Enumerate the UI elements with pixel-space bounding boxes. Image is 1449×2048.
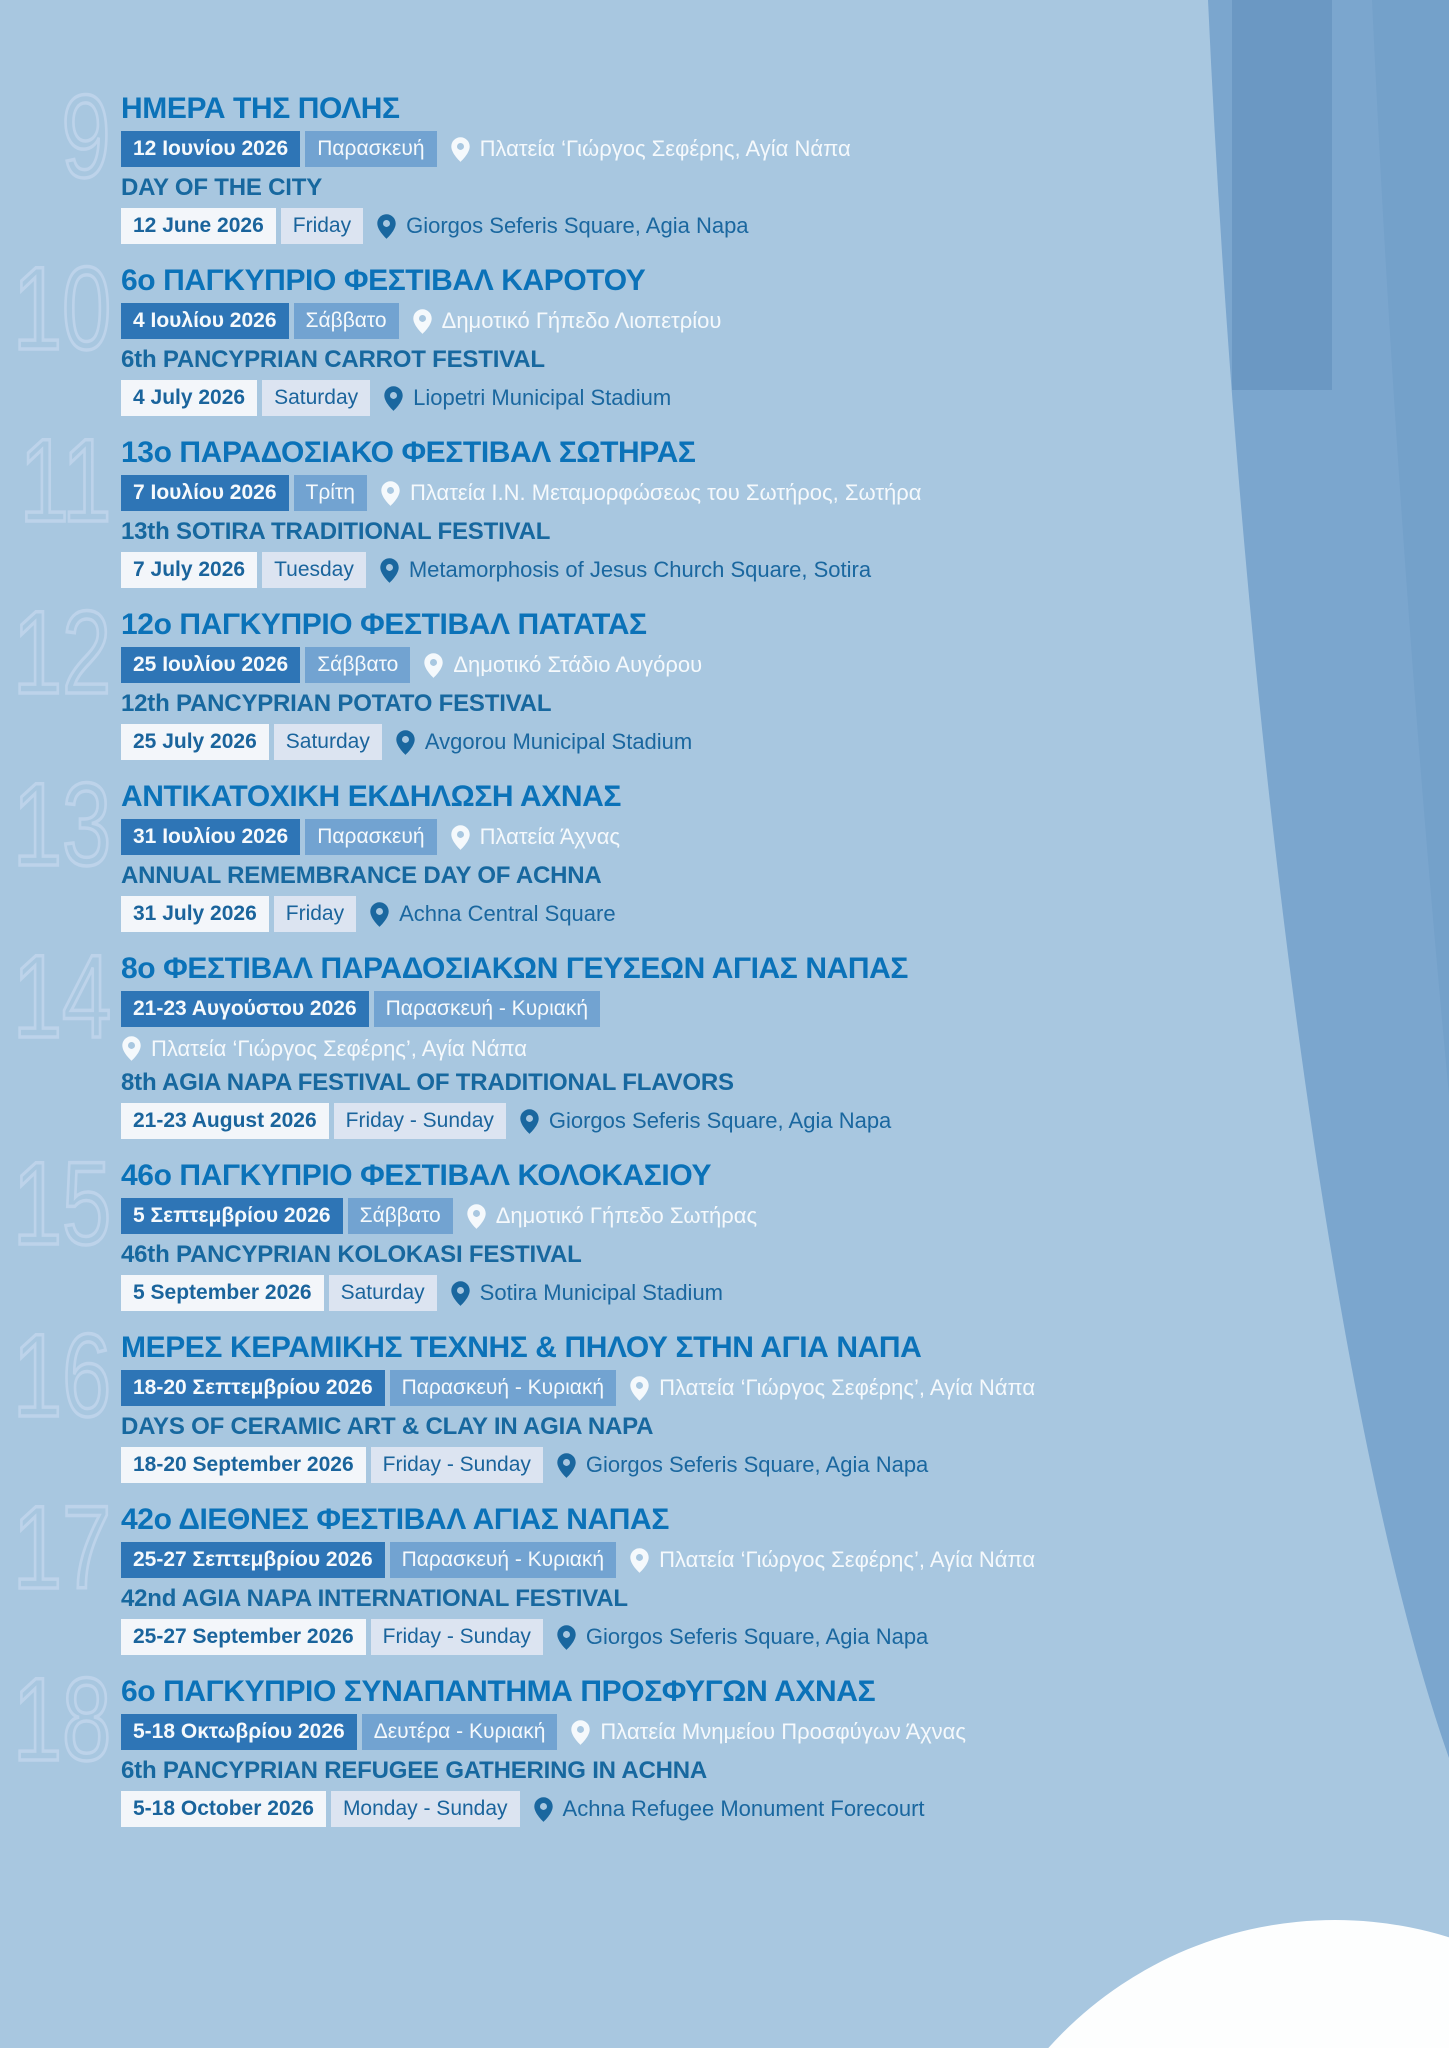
event-meta-english xyxy=(121,724,1201,760)
location-greek xyxy=(412,308,722,335)
event-item xyxy=(61,71,1201,244)
map-pin-icon xyxy=(423,652,444,679)
event-title-english: 6th PANCYPRIAN REFUGEE GATHERING IN ACHNA xyxy=(121,1757,708,1784)
event-meta-english xyxy=(121,1103,1201,1139)
event-title-english: DAY OF THE CITY xyxy=(121,174,323,201)
location-greek xyxy=(380,480,922,507)
event-meta-greek xyxy=(121,131,1201,167)
map-pin-icon xyxy=(380,480,401,507)
day-chip-greek: Παρασκευή - Κυριακή xyxy=(374,991,600,1027)
location-greek xyxy=(423,652,702,679)
day-chip-english: Friday xyxy=(274,896,356,932)
event-title-greek: ΑΝΤΙΚΑΤΟΧΙΚΗ ΕΚΔΗΛΩΣΗ ΑΧΝΑΣ xyxy=(121,780,622,813)
date-chip-english: 18-20 September 2026 xyxy=(121,1447,366,1483)
event-title-greek: 42ο ΔΙΕΘΝΕΣ ΦΕΣΤΙΒΑΛ ΑΓΙΑΣ ΝΑΠΑΣ xyxy=(121,1503,669,1536)
date-chip-greek: 5 Σεπτεμβρίου 2026 xyxy=(121,1198,343,1234)
event-title-english: 46th PANCYPRIAN KOLOKASI FESTIVAL xyxy=(121,1241,582,1268)
event-meta-greek xyxy=(121,1370,1201,1406)
location-greek-label: Πλατεία Άχνας xyxy=(479,824,621,849)
location-english-label: Achna Central Square xyxy=(399,901,616,926)
event-item xyxy=(12,243,1201,416)
map-pin-icon xyxy=(556,1452,577,1479)
date-chip-greek: 25 Ιουλίου 2026 xyxy=(121,647,300,683)
event-item xyxy=(12,1138,1201,1311)
location-english-label: Giorgos Seferis Square, Agia Napa xyxy=(548,1108,892,1133)
day-chip-greek: Δευτέρα - Κυριακή xyxy=(362,1714,558,1750)
day-chip-greek: Παρασκευή - Κυριακή xyxy=(390,1370,616,1406)
event-meta-greek xyxy=(121,1198,1201,1234)
date-chip-english: 31 July 2026 xyxy=(121,896,269,932)
bottom-right-white-circle xyxy=(950,1920,1449,2048)
day-chip-greek: Σάββατο xyxy=(294,303,399,339)
location-greek xyxy=(629,1375,1035,1402)
location-english xyxy=(556,1452,928,1479)
location-english xyxy=(379,557,871,584)
date-chip-greek: 18-20 Σεπτεμβρίου 2026 xyxy=(121,1370,385,1406)
event-title-greek: 6ο ΠΑΓΚΥΠΡΙΟ ΦΕΣΤΙΒΑΛ ΚΑΡΟΤΟΥ xyxy=(121,264,646,297)
location-english xyxy=(395,729,692,756)
event-meta-greek xyxy=(121,991,1201,1062)
event-meta-english xyxy=(121,1619,1201,1655)
date-chip-english: 5-18 October 2026 xyxy=(121,1791,326,1827)
event-meta-greek xyxy=(121,1542,1201,1578)
location-greek-label: Πλατεία ‘Γιώργος Σεφέρης’, Αγία Νάπα xyxy=(659,1547,1036,1572)
event-number: 17 xyxy=(12,1482,111,1614)
event-number: 14 xyxy=(12,931,111,1063)
map-pin-icon xyxy=(121,1035,142,1062)
day-chip-greek: Παρασκευή - Κυριακή xyxy=(390,1542,616,1578)
day-chip-english: Friday - Sunday xyxy=(334,1103,506,1139)
day-chip-greek: Παρασκευή xyxy=(305,131,436,167)
day-chip-english: Friday xyxy=(281,208,363,244)
day-chip-greek: Σάββατο xyxy=(305,647,410,683)
map-pin-icon xyxy=(450,136,471,163)
day-chip-english: Saturday xyxy=(329,1275,437,1311)
location-english-label: Sotira Municipal Stadium xyxy=(479,1280,724,1305)
event-title-greek: ΗΜΕΡΑ ΤΗΣ ΠΟΛΗΣ xyxy=(121,92,400,125)
event-title-greek: ΜΕΡΕΣ ΚΕΡΑΜΙΚΗΣ ΤΕΧΝΗΣ & ΠΗΛΟΥ ΣΤΗΝ ΑΓΙΑ ΝΑΠΑ xyxy=(121,1331,922,1364)
event-title-english: 42nd AGIA NAPA INTERNATIONAL FESTIVAL xyxy=(121,1585,628,1612)
location-greek xyxy=(450,824,620,851)
day-chip-english: Saturday xyxy=(274,724,382,760)
date-chip-english: 7 July 2026 xyxy=(121,552,257,588)
event-meta-english xyxy=(121,380,1201,416)
date-chip-english: 4 July 2026 xyxy=(121,380,257,416)
map-pin-icon xyxy=(450,1280,471,1307)
day-chip-english: Tuesday xyxy=(262,552,366,588)
location-english-label: Giorgos Seferis Square, Agia Napa xyxy=(585,1452,929,1477)
event-title-english: ANNUAL REMEMBRANCE DAY OF ACHNA xyxy=(121,862,602,889)
event-number: 9 xyxy=(61,71,111,203)
event-meta-english xyxy=(121,208,1201,244)
event-item xyxy=(12,1654,1201,1827)
map-pin-icon xyxy=(379,557,400,584)
day-chip-greek: Τρίτη xyxy=(294,475,367,511)
date-chip-greek: 4 Ιουλίου 2026 xyxy=(121,303,289,339)
location-greek-label: Πλατεία ‘Γιώργος Σεφέρης, Αγία Νάπα xyxy=(479,136,851,161)
map-pin-icon xyxy=(466,1203,487,1230)
day-chip-english: Friday - Sunday xyxy=(371,1619,543,1655)
location-greek-label: Πλατεία Μνημείου Προσφύγων Άχνας xyxy=(600,1719,966,1744)
map-pin-icon xyxy=(556,1624,577,1651)
day-chip-greek: Παρασκευή xyxy=(305,819,436,855)
map-pin-icon xyxy=(395,729,416,756)
location-english xyxy=(369,901,615,928)
date-chip-greek: 25-27 Σεπτεμβρίου 2026 xyxy=(121,1542,385,1578)
location-greek-label: Δημοτικό Στάδιο Αυγόρου xyxy=(453,652,703,677)
event-item xyxy=(12,587,1201,760)
map-pin-icon xyxy=(369,901,390,928)
event-meta-english xyxy=(121,1791,1201,1827)
map-pin-icon xyxy=(383,385,404,412)
day-chip-english: Friday - Sunday xyxy=(371,1447,543,1483)
event-number: 18 xyxy=(12,1654,111,1786)
event-item xyxy=(12,759,1201,932)
date-chip-english: 5 September 2026 xyxy=(121,1275,324,1311)
date-chip-english: 25 July 2026 xyxy=(121,724,269,760)
location-greek xyxy=(629,1547,1035,1574)
map-pin-icon xyxy=(629,1375,650,1402)
event-title-greek: 12ο ΠΑΓΚΥΠΡΙΟ ΦΕΣΤΙΒΑΛ ΠΑΤΑΤΑΣ xyxy=(121,608,647,641)
event-title-greek: 13ο ΠΑΡΑΔΟΣΙΑΚΟ ΦΕΣΤΙΒΑΛ ΣΩΤΗΡΑΣ xyxy=(121,436,696,469)
location-greek xyxy=(570,1719,966,1746)
location-english xyxy=(450,1280,723,1307)
location-english-label: Avgorou Municipal Stadium xyxy=(424,729,693,754)
event-title-english: 13th SOTIRA TRADITIONAL FESTIVAL xyxy=(121,518,551,545)
event-title-english: 6th PANCYPRIAN CARROT FESTIVAL xyxy=(121,346,545,373)
day-chip-english: Monday - Sunday xyxy=(331,1791,520,1827)
event-number: 10 xyxy=(12,243,111,375)
event-meta-english xyxy=(121,896,1201,932)
event-meta-english xyxy=(121,552,1201,588)
location-english xyxy=(376,213,748,240)
location-english xyxy=(556,1624,928,1651)
location-english xyxy=(533,1796,925,1823)
event-title-english: 8th AGIA NAPA FESTIVAL OF TRADITIONAL FLAVORS xyxy=(121,1069,734,1096)
event-meta-english xyxy=(121,1447,1201,1483)
date-chip-english: 21-23 August 2026 xyxy=(121,1103,329,1139)
event-title-english: DAYS OF CERAMIC ART & CLAY IN AGIA NAPA xyxy=(121,1413,654,1440)
location-greek-label: Δημοτικό Γήπεδο Σωτήρας xyxy=(495,1203,758,1228)
date-chip-english: 12 June 2026 xyxy=(121,208,276,244)
map-pin-icon xyxy=(570,1719,591,1746)
location-english-label: Giorgos Seferis Square, Agia Napa xyxy=(585,1624,929,1649)
event-meta-english xyxy=(121,1275,1201,1311)
event-title-greek: 8ο ΦΕΣΤΙΒΑΛ ΠΑΡΑΔΟΣΙΑΚΩΝ ΓΕΥΣΕΩΝ ΑΓΙΑΣ ΝΑΠΑΣ xyxy=(121,952,909,985)
day-chip-english: Saturday xyxy=(262,380,370,416)
event-number: 15 xyxy=(12,1138,111,1270)
date-chip-greek: 12 Ιουνίου 2026 xyxy=(121,131,300,167)
location-english xyxy=(383,385,671,412)
location-greek xyxy=(450,136,851,163)
location-english-label: Metamorphosis of Jesus Church Square, Sotira xyxy=(408,557,872,582)
event-title-greek: 6ο ΠΑΓΚΥΠΡΙΟ ΣΥΝΑΠΑΝΤΗΜΑ ΠΡΟΣΦΥΓΩΝ ΑΧΝΑΣ xyxy=(121,1675,876,1708)
event-item xyxy=(19,415,1201,588)
event-item xyxy=(12,1482,1201,1655)
event-number: 11 xyxy=(19,415,111,547)
date-chip-greek: 31 Ιουλίου 2026 xyxy=(121,819,300,855)
event-number: 12 xyxy=(12,587,111,719)
map-pin-icon xyxy=(629,1547,650,1574)
event-item xyxy=(12,931,1201,1139)
event-title-greek: 46ο ΠΑΓΚΥΠΡΙΟ ΦΕΣΤΙΒΑΛ ΚΟΛΟΚΑΣΙΟΥ xyxy=(121,1159,712,1192)
event-meta-greek xyxy=(121,303,1201,339)
date-chip-greek: 7 Ιουλίου 2026 xyxy=(121,475,289,511)
location-greek-label: Πλατεία Ι.Ν. Μεταμορφώσεως του Σωτήρος, Σωτήρα xyxy=(409,480,922,505)
event-title-english: 12th PANCYPRIAN POTATO FESTIVAL xyxy=(121,690,552,717)
date-chip-english: 25-27 September 2026 xyxy=(121,1619,366,1655)
location-greek-label: Δημοτικό Γήπεδο Λιοπετρίου xyxy=(441,308,722,333)
map-pin-icon xyxy=(533,1796,554,1823)
map-pin-icon xyxy=(519,1108,540,1135)
location-greek xyxy=(466,1203,757,1230)
location-english-label: Liopetri Municipal Stadium xyxy=(413,385,672,410)
map-pin-icon xyxy=(412,308,433,335)
location-english-label: Giorgos Seferis Square, Agia Napa xyxy=(406,213,749,238)
location-english-label: Achna Refugee Monument Forecourt xyxy=(562,1796,925,1821)
event-meta-greek xyxy=(121,1714,1201,1750)
event-meta-greek xyxy=(121,475,1201,511)
location-english xyxy=(519,1108,891,1135)
date-chip-greek: 21-23 Αυγούστου 2026 xyxy=(121,991,369,1027)
location-greek-label: Πλατεία ‘Γιώργος Σεφέρης’, Αγία Νάπα xyxy=(151,1035,527,1061)
map-pin-icon xyxy=(450,824,471,851)
map-pin-icon xyxy=(376,213,397,240)
event-meta-greek xyxy=(121,819,1201,855)
event-item xyxy=(12,1310,1201,1483)
day-chip-greek: Σάββατο xyxy=(348,1198,453,1234)
location-greek xyxy=(121,1035,1201,1062)
event-meta-greek xyxy=(121,647,1201,683)
event-number: 16 xyxy=(12,1310,111,1442)
location-greek-label: Πλατεία ‘Γιώργος Σεφέρης’, Αγία Νάπα xyxy=(659,1375,1036,1400)
event-number: 13 xyxy=(12,759,111,891)
date-chip-greek: 5-18 Οκτωβρίου 2026 xyxy=(121,1714,357,1750)
